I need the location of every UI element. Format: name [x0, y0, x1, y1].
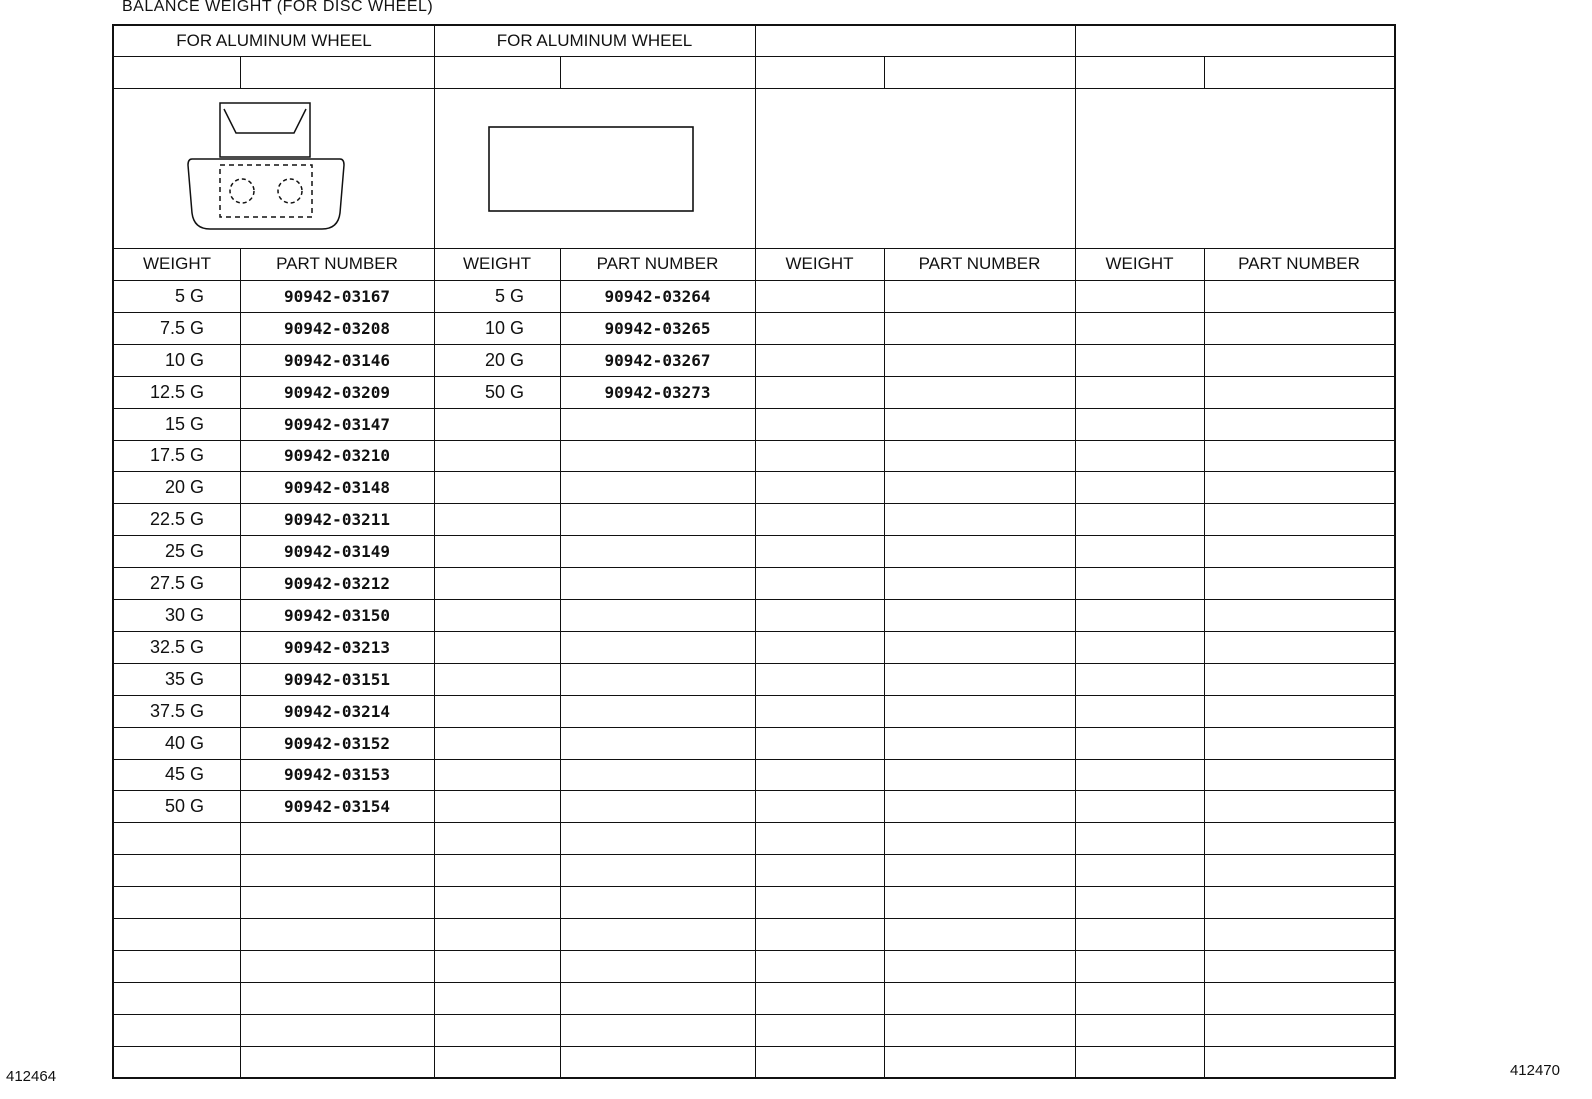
- part-number-cell: 90942-03213: [284, 637, 390, 657]
- weight-cell: 5 G: [174, 285, 204, 306]
- weight-cell: 15 G: [164, 413, 204, 434]
- part-number-cell: 90942-03150: [284, 605, 390, 625]
- page-title: BALANCE WEIGHT (FOR DISC WHEEL): [122, 0, 434, 15]
- column-header-part-number: PART NUMBER: [596, 254, 719, 273]
- weight-cell: 30 G: [164, 604, 204, 625]
- grid-line: [884, 56, 885, 88]
- grid-line: [114, 854, 1394, 855]
- grid-line: [1075, 26, 1076, 1077]
- part-number-cell: 90942-03153: [284, 765, 390, 784]
- weight-cell: 37.5 G: [149, 700, 204, 721]
- clip-on-weight-illustration: [114, 89, 434, 247]
- part-number-cell: 90942-03212: [284, 573, 390, 593]
- weight-cell: 32.5 G: [149, 636, 204, 657]
- weight-cell: 7.5 G: [159, 317, 204, 338]
- grid-line: [114, 56, 1394, 57]
- weight-cell: 27.5 G: [149, 572, 204, 593]
- part-number-cell: 90942-03151: [284, 669, 390, 689]
- part-number-cell: 90942-03214: [284, 701, 390, 721]
- weight-cell: 10 G: [164, 349, 204, 370]
- weight-cell: 25 G: [164, 540, 204, 561]
- weight-cell: 50 G: [484, 381, 524, 402]
- grid-line: [114, 918, 1394, 919]
- balance-weight-table: [112, 24, 1396, 1079]
- weight-cell: 22.5 G: [149, 508, 204, 529]
- part-number-cell: 90942-03152: [284, 733, 390, 753]
- group-header: [1075, 26, 1394, 56]
- part-number-cell: 90942-03209: [284, 382, 390, 402]
- part-number-cell: 90942-03267: [604, 350, 711, 370]
- group-header: [755, 26, 1075, 56]
- part-number-cell: 90942-03264: [604, 286, 711, 306]
- weight-cell: 35 G: [164, 668, 204, 689]
- group-header: FOR ALUMINUM WHEEL: [496, 31, 693, 50]
- doc-id-right: 412470: [1509, 1062, 1560, 1079]
- part-number-cell: 90942-03147: [284, 414, 390, 434]
- weight-cell: 40 G: [164, 732, 204, 753]
- column-header-weight: WEIGHT: [785, 254, 854, 273]
- grid-line: [114, 1014, 1394, 1015]
- column-header-part-number: PART NUMBER: [276, 254, 398, 273]
- part-number-cell: 90942-03148: [284, 477, 390, 497]
- column-header-part-number: PART NUMBER: [918, 254, 1041, 273]
- weight-cell: 17.5 G: [149, 445, 204, 465]
- weight-cell: 50 G: [164, 795, 204, 816]
- part-number-cell: 90942-03146: [284, 350, 390, 370]
- part-number-cell: 90942-03149: [284, 541, 390, 561]
- part-number-cell: 90942-03210: [284, 446, 390, 465]
- part-number-cell: 90942-03154: [284, 796, 390, 816]
- doc-id-left: 412464: [6, 1068, 57, 1085]
- adhesive-weight-illustration: [434, 89, 755, 247]
- part-number-cell: 90942-03208: [284, 318, 390, 338]
- grid-line: [755, 26, 756, 1077]
- weight-cell: 10 G: [484, 317, 524, 338]
- grid-line: [114, 822, 1394, 823]
- grid-line: [1204, 56, 1205, 88]
- grid-line: [114, 1046, 1394, 1047]
- grid-line: [240, 56, 241, 88]
- column-header-part-number: PART NUMBER: [1238, 254, 1360, 273]
- grid-line: [114, 982, 1394, 983]
- grid-line: [560, 56, 561, 88]
- part-number-cell: 90942-03265: [604, 318, 711, 338]
- part-number-cell: 90942-03273: [604, 382, 711, 402]
- column-header-weight: WEIGHT: [1105, 254, 1174, 273]
- grid-line: [114, 886, 1394, 887]
- part-number-cell: 90942-03211: [284, 509, 390, 529]
- weight-cell: 45 G: [164, 764, 204, 784]
- group-header: FOR ALUMINUM WHEEL: [176, 31, 372, 50]
- weight-cell: 12.5 G: [149, 381, 204, 402]
- part-number-cell: 90942-03167: [284, 286, 390, 306]
- weight-cell: 20 G: [484, 349, 524, 370]
- grid-line: [114, 950, 1394, 951]
- column-header-weight: WEIGHT: [463, 254, 531, 273]
- weight-cell: 20 G: [164, 476, 204, 497]
- weight-cell: 5 G: [494, 285, 524, 306]
- column-header-weight: WEIGHT: [143, 254, 211, 273]
